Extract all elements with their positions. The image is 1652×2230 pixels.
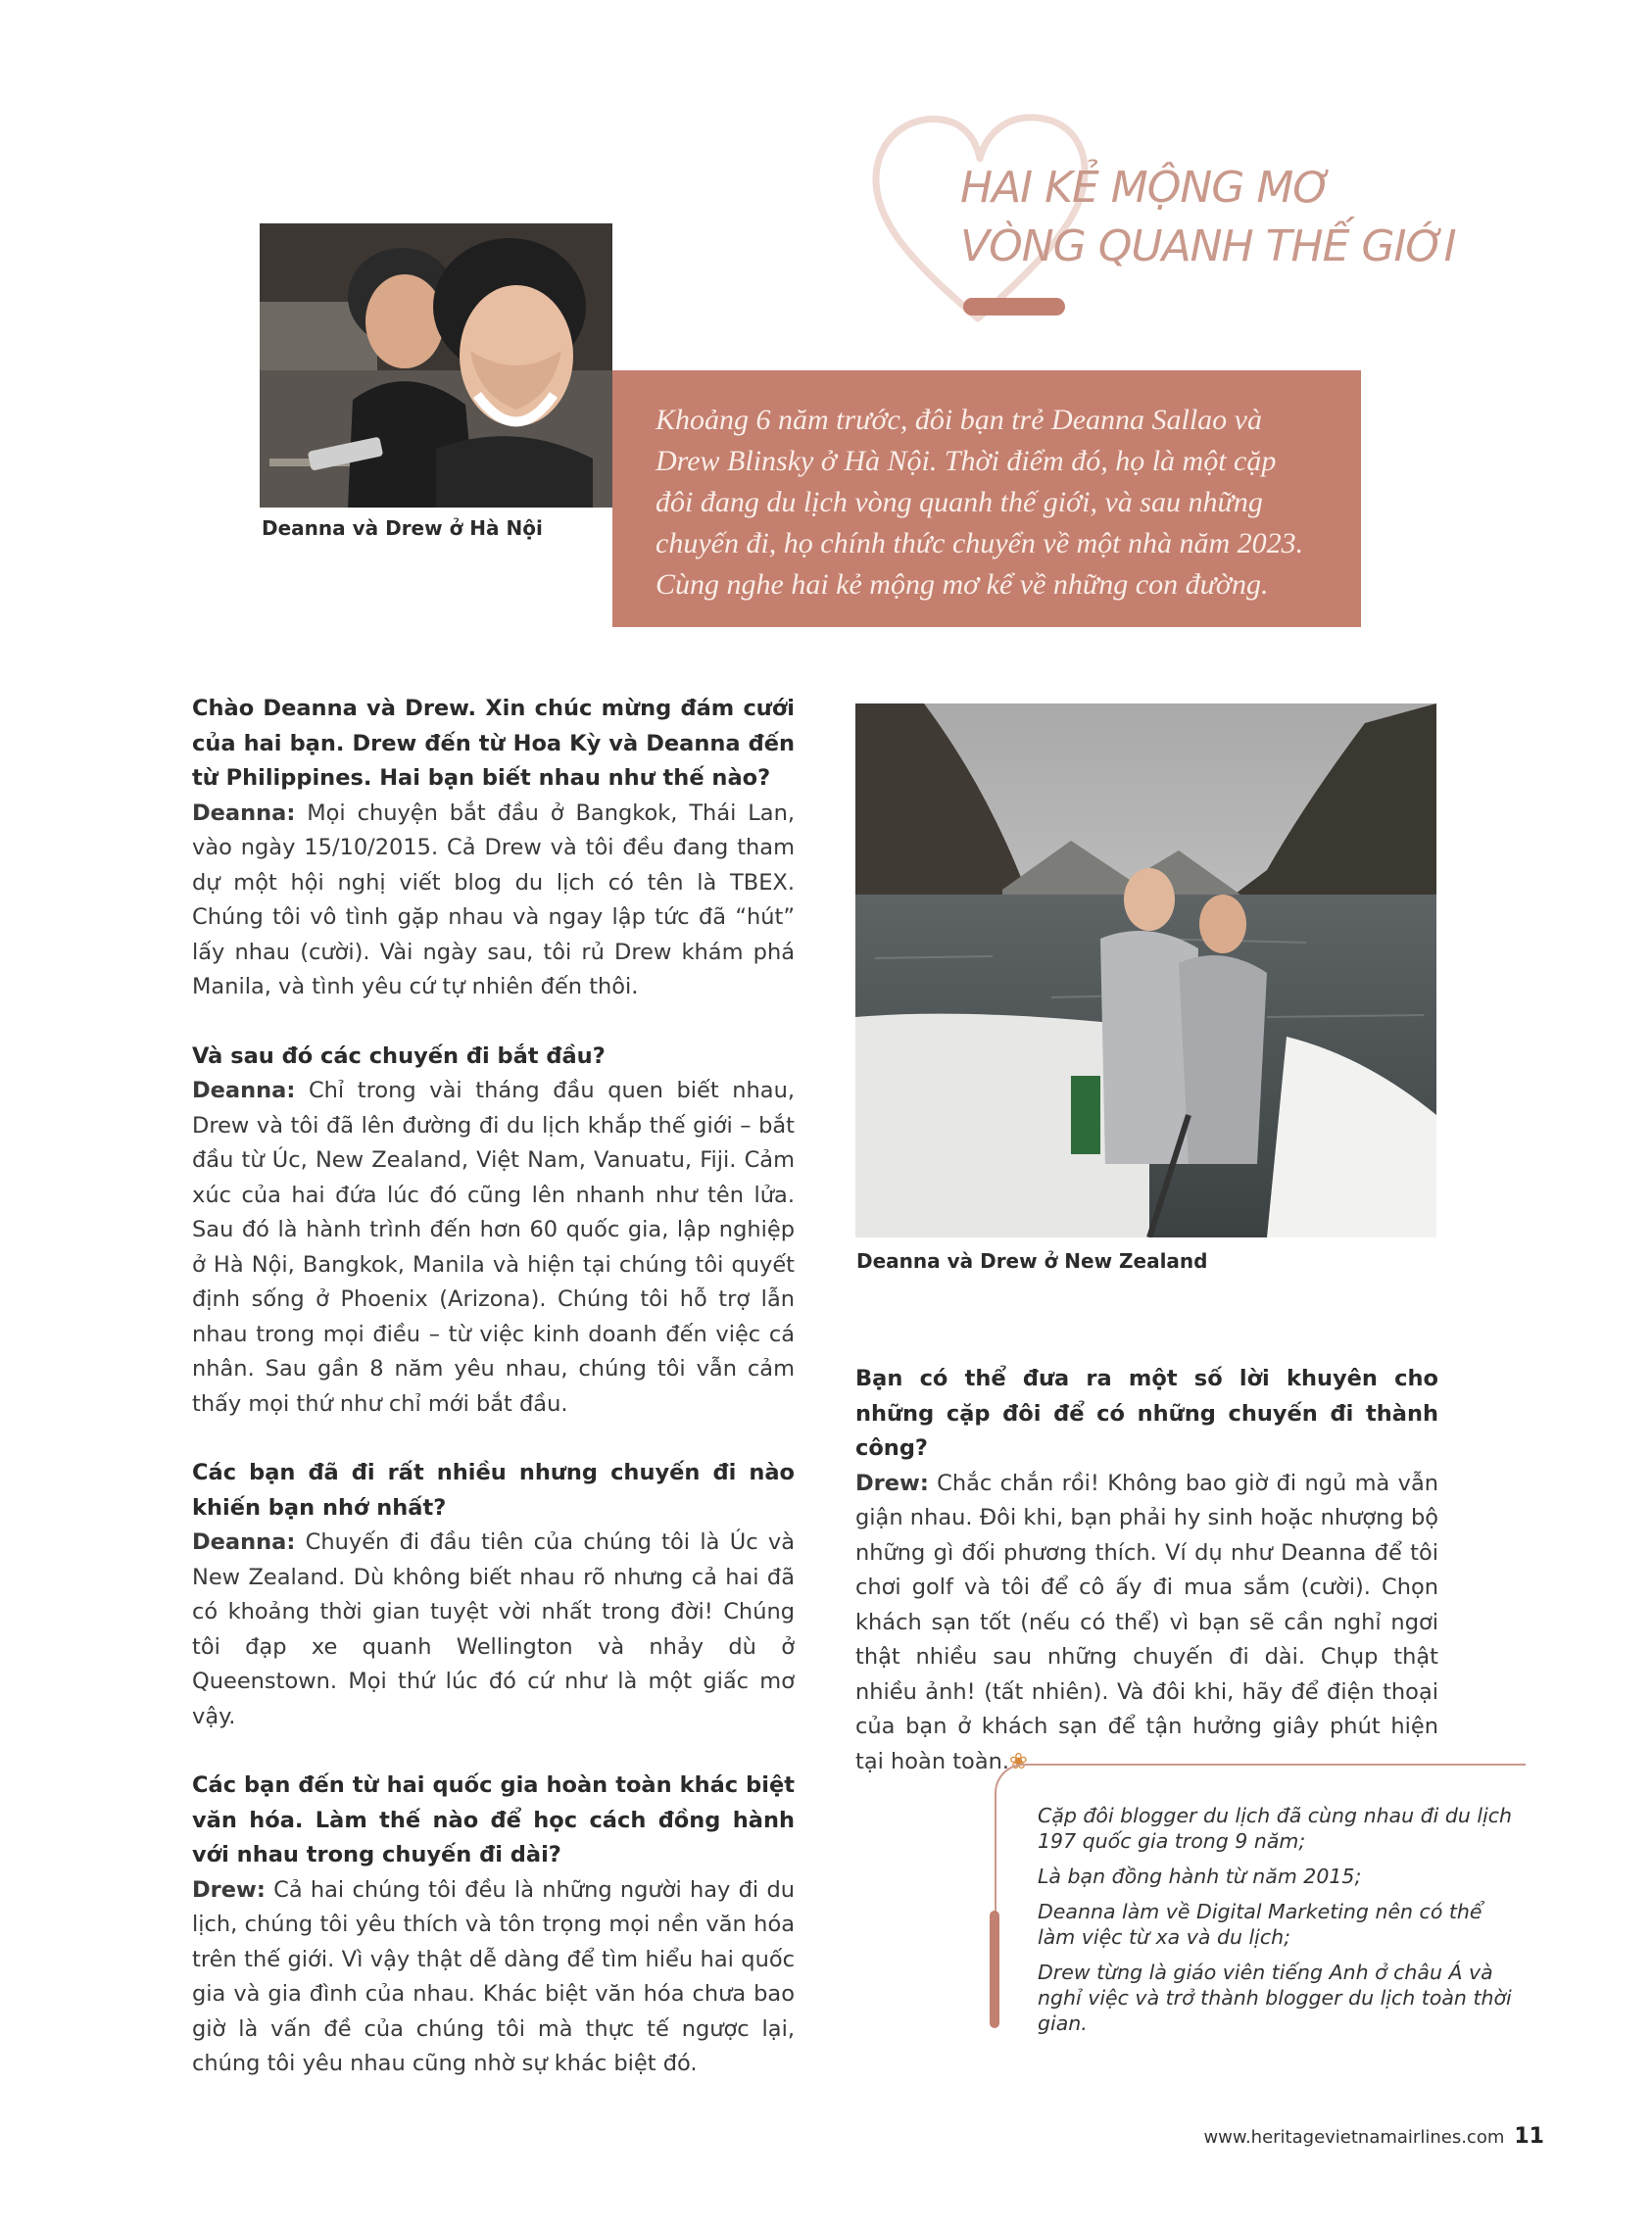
- answer-5: [855, 1467, 1438, 1780]
- new-zealand-photo-caption: Deanna và Drew ở New Zealand: [856, 1249, 1208, 1273]
- answer-1: [192, 797, 795, 1005]
- fact-item: Deanna làm về Digital Marketing nên có thể làm việc từ xa và du lịch;: [1038, 1900, 1482, 1949]
- title-line-2: VÒNG QUANH THẾ GIỚI: [960, 221, 1456, 271]
- answer-5-speaker: Drew:: [855, 1470, 929, 1496]
- article-title: [960, 159, 1509, 276]
- fact-item: Drew từng là giáo viên tiếng Anh ở châu Á và nghỉ việc và trở thành blogger du lịch toàn thời gian.: [1038, 1961, 1512, 2035]
- answer-3-speaker: Deanna:: [192, 1529, 296, 1555]
- hanoi-photo-image: [260, 223, 612, 508]
- footer-url: www.heritagevietnamairlines.com: [1203, 2127, 1505, 2148]
- title-underline: [963, 298, 1065, 315]
- question-3: Các bạn đã đi rất nhiều nhưng chuyến đi nào khiến bạn nhớ nhất?: [192, 1460, 795, 1521]
- hanoi-photo-caption: Deanna và Drew ở Hà Nội: [262, 516, 543, 540]
- page-number: 11: [1514, 2124, 1544, 2149]
- photo-new-zealand: [855, 703, 1436, 1237]
- fact-item: Là bạn đồng hành từ năm 2015;: [1038, 1865, 1362, 1888]
- intro-box: [612, 370, 1361, 627]
- new-zealand-photo-image: [855, 703, 1436, 1237]
- answer-4: [192, 1873, 795, 2082]
- answer-1-text: Mọi chuyện bắt đầu ở Bangkok, Thái Lan, vào ngày 15/10/2015. Cả Drew và tôi đều đang tham dự một hội nghị viết blog du lịch có tên là TBEX. Chúng tôi vô tình gặp nhau và ngay lập tức đã “hút” lấy nhau (cười). Vài ngày sau, tôi rủ Drew khám phá Manila, và tình yêu cứ tự nhiên đến thôi.: [192, 800, 795, 999]
- answer-2-speaker: Deanna:: [192, 1078, 296, 1103]
- answer-3-text: Chuyến đi đầu tiên của chúng tôi là Úc và New Zealand. Dù không biết nhau rõ nhưng cả hai đã có khoảng thời gian tuyệt vời nhất trong đời! Chúng tôi đạp xe quanh Wellington và nhảy dù ở Queenstown. Mọi thứ lúc đó cứ như là một giấc mơ vậy.: [192, 1529, 795, 1729]
- facts-list: [996, 1766, 1526, 2036]
- answer-2-text: Chỉ trong vài tháng đầu quen biết nhau, Drew và tôi đã lên đường đi du lịch khắp thế giới – bắt đầu từ Úc, New Zealand, Việt Nam, Vanuatu, Fiji. Cảm xúc của hai đứa lúc đó cũng lên nhanh như tên lửa. Sau đó là hành trình đến hơn 60 quốc gia, lập nghiệp ở Hà Nội, Bangkok, Manila và hiện tại chúng tôi quyết định sống ở Phoenix (Arizona). Chúng tôi hỗ trợ lẫn nhau trong mọi điều – từ việc kinh doanh đến việc cá nhân. Sau gần 8 năm yêu nhau, chúng tôi vẫn cảm thấy mọi thứ như chỉ mới bắt đầu.: [192, 1078, 795, 1417]
- answer-3: [192, 1526, 795, 1734]
- question-4: Các bạn đến từ hai quốc gia hoàn toàn khác biệt văn hóa. Làm thế nào để học cách đồng hành với nhau trong chuyến đi dài?: [192, 1772, 795, 1867]
- answer-5-text: Chắc chắn rồi! Không bao giờ đi ngủ mà vẫn giận nhau. Đôi khi, bạn phải hy sinh hoặc nhượng bộ những gì đối phương thích. Ví dụ như Deanna để tôi chơi golf và tôi để cô ấy đi mua sắm (cười). Chọn khách sạn tốt (nếu có thể) vì bạn sẽ cần nghỉ ngơi thật nhiều sau những chuyến đi dài. Chụp thật nhiều ảnh! (tất nhiên). Và đôi khi, hãy để điện thoại của bạn ở khách sạn để tận hưởng giây phút hiện tại hoàn toàn.: [855, 1470, 1438, 1774]
- answer-4-speaker: Drew:: [192, 1876, 266, 1903]
- photo-hanoi: [260, 223, 612, 508]
- answer-2: [192, 1074, 795, 1422]
- question-1: Chào Deanna và Drew. Xin chúc mừng đám cưới của hai bạn. Drew đến từ Hoa Kỳ và Deanna đến từ Philippines. Hai bạn biết nhau như thế nào?: [192, 696, 795, 791]
- answer-4-text: Cả hai chúng tôi đều là những người hay đi du lịch, chúng tôi yêu thích và tôn trọng mọi nền văn hóa trên thế giới. Vì vậy thật dễ dàng để tìm hiểu hai quốc gia và gia đình của nhau. Khác biệt văn hóa chưa bao giờ là vấn đề của chúng tôi mà thực tế ngược lại, chúng tôi yêu nhau cũng nhờ sự khác biệt đó.: [192, 1876, 795, 2076]
- question-5: Bạn có thể đưa ra một số lời khuyên cho những cặp đôi để có những chuyến đi thành công?: [855, 1366, 1438, 1461]
- page-footer: [1203, 2124, 1544, 2149]
- answer-1-speaker: Deanna:: [192, 800, 296, 826]
- lotus-end-icon: ❀: [1009, 1748, 1028, 1774]
- facts-accent-bar: [990, 1911, 999, 2028]
- right-column: [855, 1362, 1438, 1814]
- question-2: Và sau đó các chuyến đi bắt đầu?: [192, 1042, 606, 1069]
- fact-item: Cặp đôi blogger du lịch đã cùng nhau đi du lịch 197 quốc gia trong 9 năm;: [1038, 1804, 1513, 1853]
- intro-text: Khoảng 6 năm trước, đôi bạn trẻ Deanna Sallao và Drew Blinsky ở Hà Nội. Thời điểm đó, họ là một cặp đôi đang du lịch vòng quanh thế giới, và sau những chuyến đi, họ chính thức chuyển về một nhà năm 2023. Cùng nghe hai kẻ mộng mơ kể về những con đường.: [656, 404, 1304, 601]
- facts-box: [995, 1764, 1526, 2035]
- left-column: [192, 692, 795, 2116]
- title-line-1: HAI KẺ MỘNG MƠ: [960, 163, 1332, 213]
